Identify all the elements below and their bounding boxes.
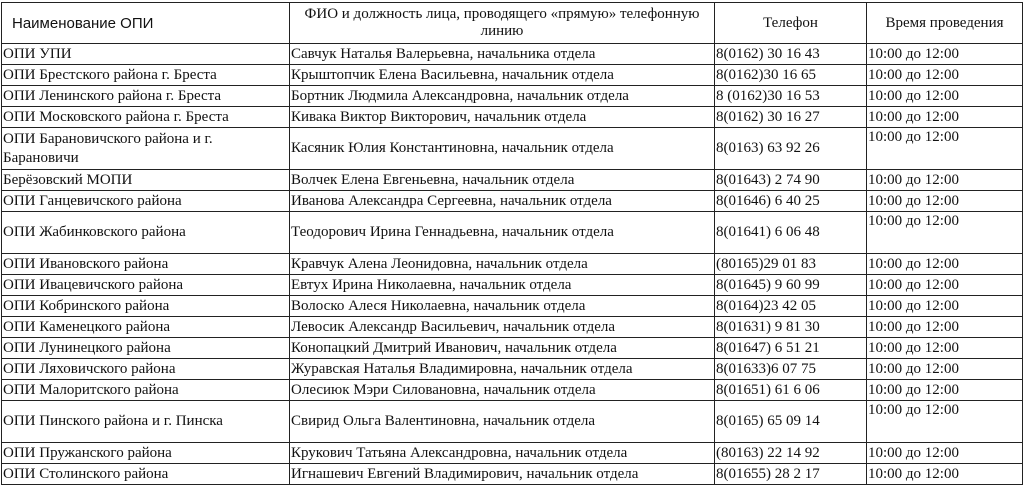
person-cell: Кивака Виктор Викторович, начальник отдела bbox=[290, 107, 715, 128]
person-cell: Савчук Наталья Валерьевна, начальника отдела bbox=[290, 44, 715, 65]
time-cell: 10:00 до 12:00 bbox=[867, 296, 1023, 317]
phone-cell: 8(01641) 6 06 48 bbox=[715, 212, 867, 254]
time-cell: 10:00 до 12:00 bbox=[867, 401, 1023, 443]
person-cell: Журавская Наталья Владимировна, начальник отдела bbox=[290, 359, 715, 380]
opi-name-cell: ОПИ Ивацевичского района bbox=[2, 275, 290, 296]
opi-name-cell: ОПИ Ленинского района г. Бреста bbox=[2, 86, 290, 107]
phone-cell: (80165)29 01 83 bbox=[715, 254, 867, 275]
header-time: Время проведения bbox=[867, 3, 1023, 44]
table-body bbox=[2, 44, 1023, 485]
opi-name-cell: ОПИ Ивановского района bbox=[2, 254, 290, 275]
opi-hotline-table bbox=[1, 2, 1023, 485]
opi-name-cell: ОПИ Столинского района bbox=[2, 464, 290, 485]
table-row bbox=[2, 359, 1023, 380]
phone-cell: (80163) 22 14 92 bbox=[715, 443, 867, 464]
opi-name-cell: ОПИ Барановичского района и г. Барановичи bbox=[2, 128, 290, 170]
table-row bbox=[2, 44, 1023, 65]
person-cell: Касяник Юлия Константиновна, начальник отдела bbox=[290, 128, 715, 170]
time-cell: 10:00 до 12:00 bbox=[867, 191, 1023, 212]
person-cell: Крукович Татьяна Александровна, начальник отдела bbox=[290, 443, 715, 464]
phone-cell: 8(01645) 9 60 99 bbox=[715, 275, 867, 296]
phone-cell: 8(0162) 30 16 43 bbox=[715, 44, 867, 65]
header-opi-name: Наименование ОПИ bbox=[2, 3, 290, 44]
phone-cell: 8(0165) 65 09 14 bbox=[715, 401, 867, 443]
time-cell: 10:00 до 12:00 bbox=[867, 86, 1023, 107]
phone-cell: 8(01651) 61 6 06 bbox=[715, 380, 867, 401]
table-row bbox=[2, 65, 1023, 86]
table-row bbox=[2, 86, 1023, 107]
time-cell: 10:00 до 12:00 bbox=[867, 254, 1023, 275]
phone-cell: 8 (0162)30 16 53 bbox=[715, 86, 867, 107]
opi-name-cell: ОПИ Ляховичского района bbox=[2, 359, 290, 380]
opi-name-cell: ОПИ Каменецкого района bbox=[2, 317, 290, 338]
person-cell: Теодорович Ирина Геннадьевна, начальник отдела bbox=[290, 212, 715, 254]
phone-cell: 8(01633)6 07 75 bbox=[715, 359, 867, 380]
time-cell: 10:00 до 12:00 bbox=[867, 128, 1023, 170]
time-cell: 10:00 до 12:00 bbox=[867, 338, 1023, 359]
person-cell: Конопацкий Дмитрий Иванович, начальник отдела bbox=[290, 338, 715, 359]
person-cell: Свирид Ольга Валентиновна, начальник отдела bbox=[290, 401, 715, 443]
person-cell: Евтух Ирина Николаевна, начальник отдела bbox=[290, 275, 715, 296]
opi-name-cell: ОПИ Малоритского района bbox=[2, 380, 290, 401]
phone-cell: 8(0163) 63 92 26 bbox=[715, 128, 867, 170]
phone-cell: 8(01631) 9 81 30 bbox=[715, 317, 867, 338]
table-row bbox=[2, 401, 1023, 443]
time-cell: 10:00 до 12:00 bbox=[867, 275, 1023, 296]
phone-cell: 8(0162) 30 16 27 bbox=[715, 107, 867, 128]
opi-name-cell: ОПИ Лунинецкого района bbox=[2, 338, 290, 359]
table-row bbox=[2, 275, 1023, 296]
phone-cell: 8(01646) 6 40 25 bbox=[715, 191, 867, 212]
table-row bbox=[2, 191, 1023, 212]
table-row bbox=[2, 443, 1023, 464]
phone-cell: 8(01647) 6 51 21 bbox=[715, 338, 867, 359]
person-cell: Левосик Александр Васильевич, начальник отдела bbox=[290, 317, 715, 338]
phone-cell: 8(0164)23 42 05 bbox=[715, 296, 867, 317]
person-cell: Крыштопчик Елена Васильевна, начальник отдела bbox=[290, 65, 715, 86]
table-header-row bbox=[2, 3, 1023, 44]
table-row bbox=[2, 317, 1023, 338]
opi-name-cell: ОПИ Ганцевичского района bbox=[2, 191, 290, 212]
opi-name-cell: ОПИ Московского района г. Бреста bbox=[2, 107, 290, 128]
person-cell: Кравчук Алена Леонидовна, начальник отдела bbox=[290, 254, 715, 275]
phone-cell: 8(01643) 2 74 90 bbox=[715, 170, 867, 191]
opi-name-cell: ОПИ УПИ bbox=[2, 44, 290, 65]
table-row bbox=[2, 128, 1023, 170]
opi-name-cell: Берёзовский МОПИ bbox=[2, 170, 290, 191]
opi-name-cell: ОПИ Пружанского района bbox=[2, 443, 290, 464]
table-row bbox=[2, 170, 1023, 191]
opi-name-cell: ОПИ Пинского района и г. Пинска bbox=[2, 401, 290, 443]
person-cell: Иванова Александра Сергеевна, начальник отдела bbox=[290, 191, 715, 212]
time-cell: 10:00 до 12:00 bbox=[867, 380, 1023, 401]
time-cell: 10:00 до 12:00 bbox=[867, 44, 1023, 65]
time-cell: 10:00 до 12:00 bbox=[867, 359, 1023, 380]
phone-cell: 8(01655) 28 2 17 bbox=[715, 464, 867, 485]
table-row bbox=[2, 254, 1023, 275]
opi-name-cell: ОПИ Кобринского района bbox=[2, 296, 290, 317]
person-cell: Бортник Людмила Александровна, начальник отдела bbox=[290, 86, 715, 107]
table-row bbox=[2, 464, 1023, 485]
table-row bbox=[2, 212, 1023, 254]
phone-cell: 8(0162)30 16 65 bbox=[715, 65, 867, 86]
time-cell: 10:00 до 12:00 bbox=[867, 170, 1023, 191]
table-row bbox=[2, 296, 1023, 317]
person-cell: Волчек Елена Евгеньевна, начальник отдела bbox=[290, 170, 715, 191]
person-cell: Олесиюк Мэри Силовановна, начальник отдела bbox=[290, 380, 715, 401]
person-cell: Игнашевич Евгений Владимирович, начальник отдела bbox=[290, 464, 715, 485]
time-cell: 10:00 до 12:00 bbox=[867, 212, 1023, 254]
table-row bbox=[2, 338, 1023, 359]
header-phone: Телефон bbox=[715, 3, 867, 44]
time-cell: 10:00 до 12:00 bbox=[867, 317, 1023, 338]
time-cell: 10:00 до 12:00 bbox=[867, 443, 1023, 464]
time-cell: 10:00 до 12:00 bbox=[867, 107, 1023, 128]
table-row bbox=[2, 107, 1023, 128]
opi-name-cell: ОПИ Брестского района г. Бреста bbox=[2, 65, 290, 86]
table-row bbox=[2, 380, 1023, 401]
opi-name-cell: ОПИ Жабинковского района bbox=[2, 212, 290, 254]
time-cell: 10:00 до 12:00 bbox=[867, 464, 1023, 485]
header-person: ФИО и должность лица, проводящего «прямую» телефонную линию bbox=[290, 3, 715, 44]
time-cell: 10:00 до 12:00 bbox=[867, 65, 1023, 86]
person-cell: Волоско Алеся Николаевна, начальник отдела bbox=[290, 296, 715, 317]
